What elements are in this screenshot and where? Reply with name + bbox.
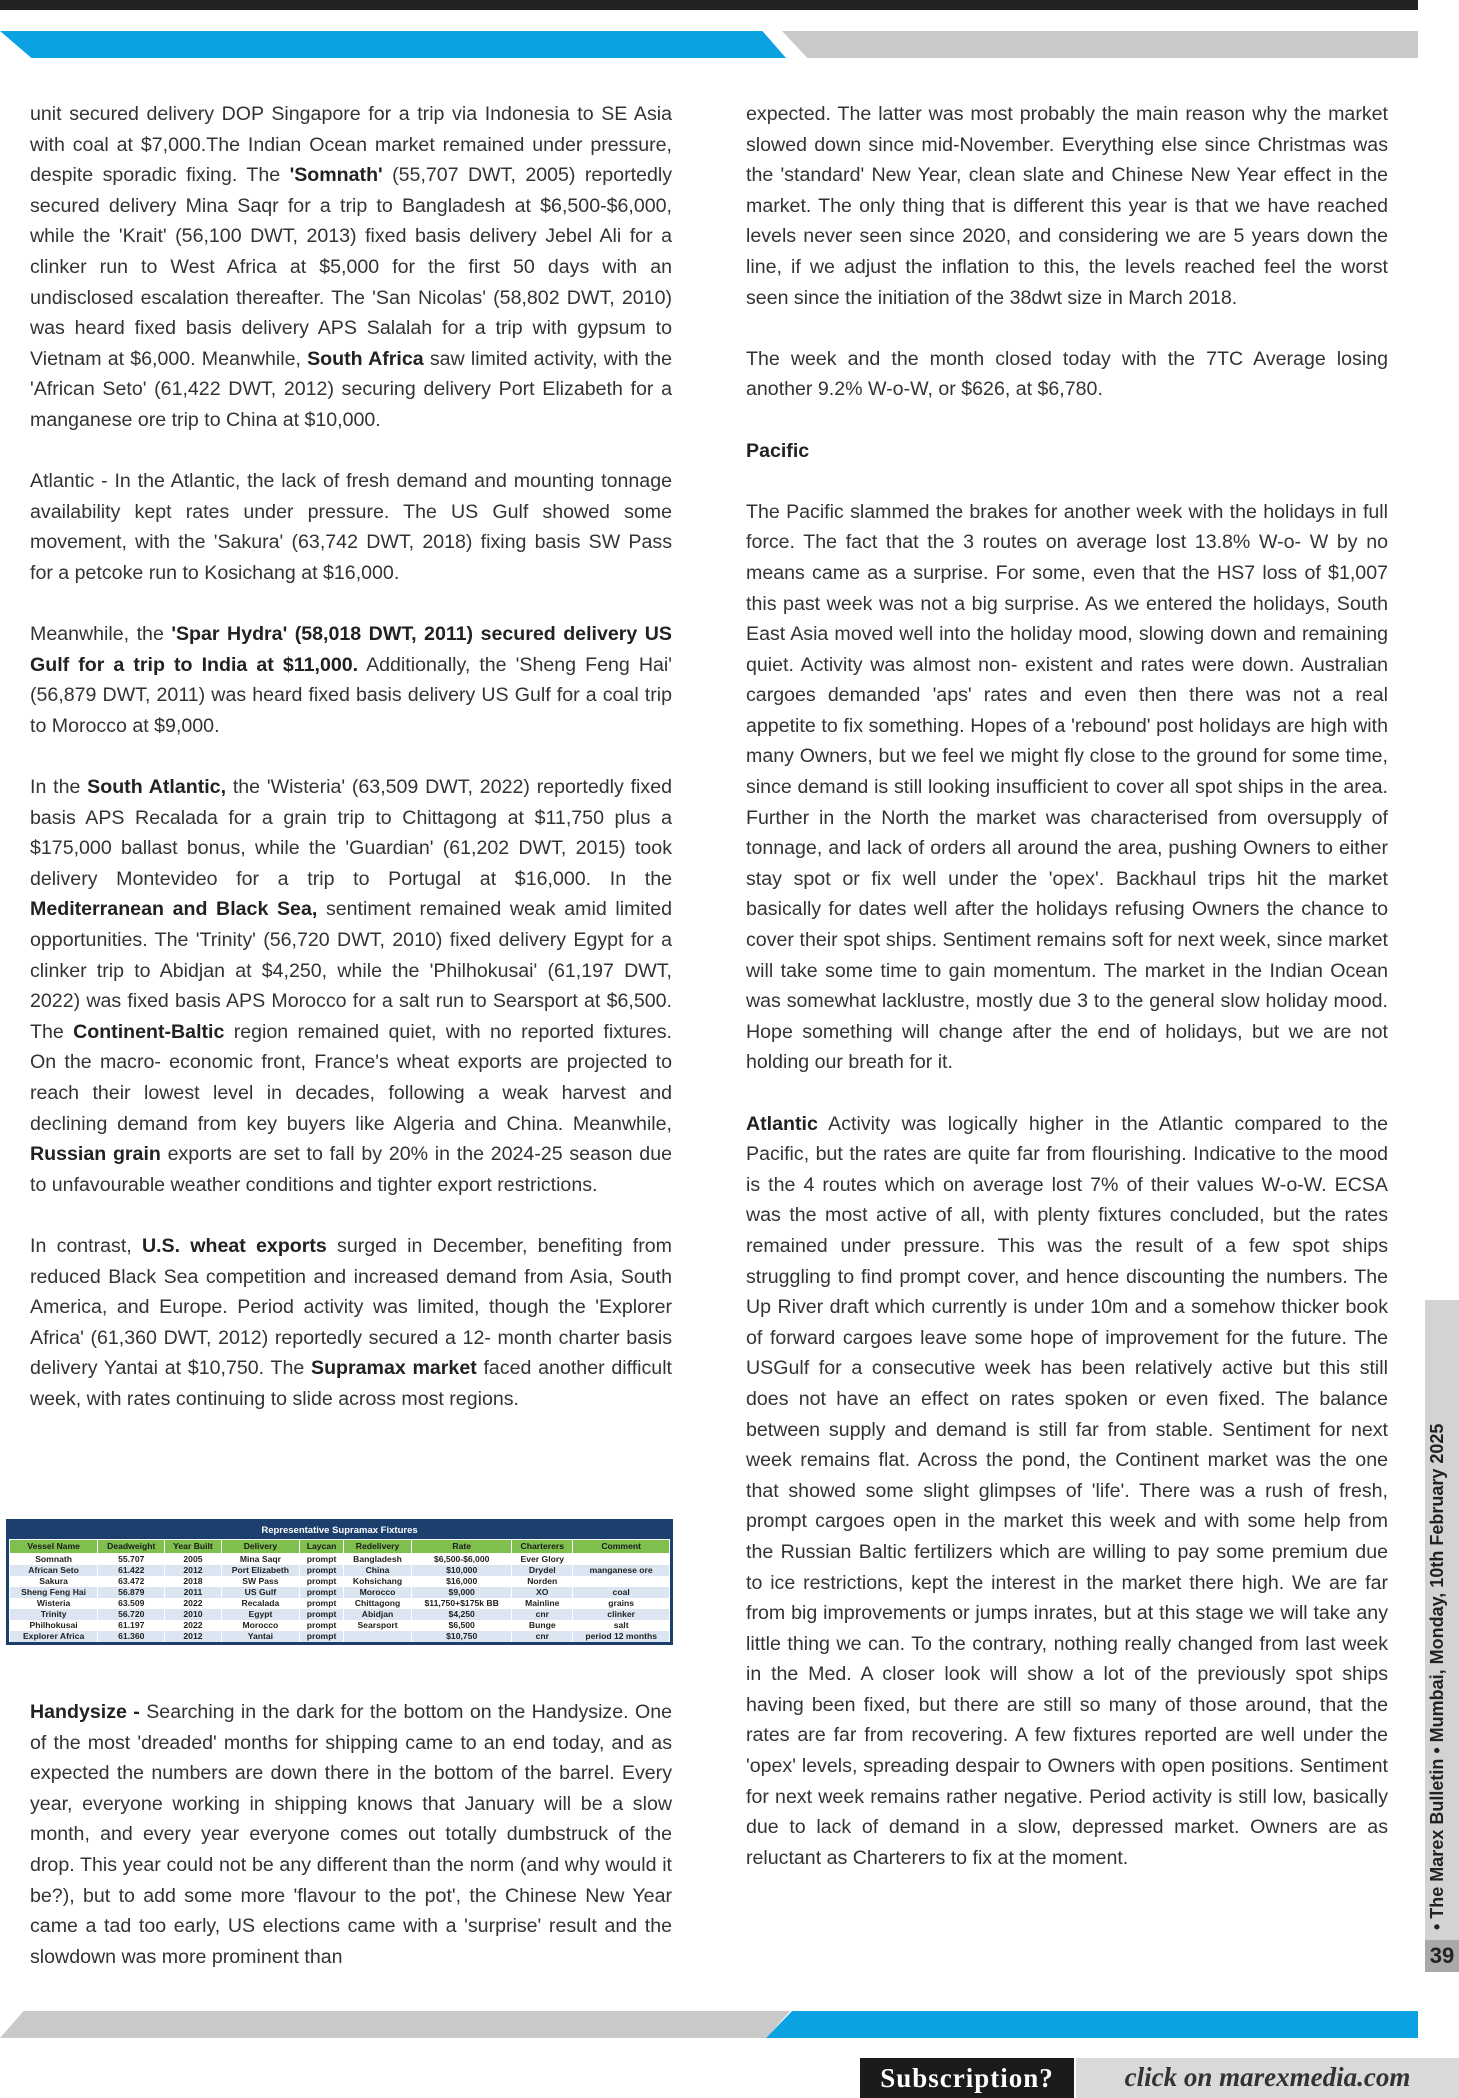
- left-column-lower: [30, 1697, 672, 1972]
- fixtures-cell: $9,000: [412, 1587, 512, 1598]
- fixtures-cell: 63.472: [98, 1576, 165, 1587]
- fixtures-cell: 2005: [165, 1554, 221, 1566]
- fixtures-cell: period 12 months: [573, 1631, 670, 1642]
- paragraph-7tc-average: The week and the month closed today with the 7TC Average losing another 9.2% W-o-W, or $626, at $6,780.: [746, 347, 1388, 401]
- subscription-link[interactable]: click on marexmedia.com: [1076, 2058, 1459, 2098]
- fixtures-cell: 61.422: [98, 1565, 165, 1576]
- fixtures-cell: [343, 1631, 411, 1642]
- fixtures-cell: Sheng Feng Hai: [10, 1587, 98, 1598]
- paragraph-atlantic: Atlantic - In the Atlantic, the lack of fresh demand and mounting tonnage availability kept rates under pressure. The US Gulf showed some movement, with the 'Sakura' (63,742 DWT, 2018) fixing basis SW Pass for a petcoke run to Kosichang at $16,000.: [30, 470, 672, 584]
- fixtures-cell: [573, 1554, 670, 1566]
- fixtures-row: [10, 1587, 670, 1598]
- fixtures-header-cell: Delivery: [221, 1540, 300, 1554]
- fixtures-header-cell: Laycan: [300, 1540, 344, 1554]
- bold-continent-baltic: Continent-Baltic: [73, 1020, 225, 1043]
- fixtures-cell: prompt: [300, 1554, 344, 1566]
- left-column: [30, 99, 672, 1445]
- heading-pacific: Pacific: [746, 439, 810, 462]
- fixtures-header-cell: Vessel Name: [10, 1540, 98, 1554]
- fixtures-cell: prompt: [300, 1587, 344, 1598]
- fixtures-cell: XO: [512, 1587, 573, 1598]
- fixtures-header-cell: Redelivery: [343, 1540, 411, 1554]
- paragraph-south-atlantic: In the South Atlantic, the 'Wisteria' (63,509 DWT, 2022) reportedly fixed basis APS Recalada for a grain trip to Chittagong at $11,750 plus a $175,000 ballast bonus, while the 'Guardian' (61,202 DWT, 2015) took delivery Montevideo for a trip to Portugal at $16,000. In the Mediterranean and Black Sea, sentiment remained weak amid limited opportunities. The 'Trinity' (56,720 DWT, 2010) fixed delivery Egypt for a clinker trip to Abidjan at $4,250, while the 'Philhokusai' (61,197 DWT, 2022) was fixed basis APS Morocco for a salt run to Searsport at $6,500. The Continent-Baltic region remained quiet, with no reported fixtures. On the macro- economic front, France's wheat exports are projected to reach their lowest level in decades, following a weak harvest and declining demand from key buyers like Algeria and China. Meanwhile, Russian grain exports are set to fall by 20% in the 2024-25 season due to unfavourable weather conditions and tighter export restrictions.: [30, 776, 673, 1196]
- fixtures-cell: cnr: [512, 1631, 573, 1642]
- fixtures-cell: 56.720: [98, 1609, 165, 1620]
- fixtures-header-cell: Deadweight: [98, 1540, 165, 1554]
- fixtures-cell: Morocco: [343, 1587, 411, 1598]
- fixtures-cell: Morocco: [221, 1620, 300, 1631]
- fixtures-cell: $10,750: [412, 1631, 512, 1642]
- fixtures-cell: Mina Saqr: [221, 1554, 300, 1566]
- bold-us-wheat: U.S. wheat exports: [141, 1234, 327, 1257]
- fixtures-cell: prompt: [300, 1631, 344, 1642]
- fixtures-cell: [573, 1576, 670, 1587]
- header-band-grey: [782, 31, 1418, 58]
- paragraph-us-wheat: In contrast, U.S. wheat exports surged in December, benefiting from reduced Black Sea competition and increased demand from Asia, South America, and Europe. Period activity was limited, though the 'Explorer Africa' (61,360 DWT, 2012) reportedly secured a 12- month charter basis delivery Yantai at $10,750. The Supramax market faced another difficult week, with rates continuing to slide across most regions.: [30, 1234, 672, 1410]
- fixtures-cell: prompt: [300, 1565, 344, 1576]
- fixtures-cell: $4,250: [412, 1609, 512, 1620]
- fixtures-cell: cnr: [512, 1609, 573, 1620]
- fixtures-cell: Drydel: [512, 1565, 573, 1576]
- fixtures-cell: Ever Glory: [512, 1554, 573, 1566]
- bold-somnath: 'Somnath': [289, 164, 383, 187]
- paragraph-indian-ocean: unit secured delivery DOP Singapore for a trip via Indonesia to SE Asia with coal at $7,000.The Indian Ocean market remained under pressure, despite sporadic fixing. The 'Somnath' (55,707 DWT, 2005) reportedly secured delivery Mina Saqr for a trip to Bangladesh at $6,500-$6,000, while the 'Krait' (56,100 DWT, 2013) fixed basis delivery Jebel Ali for a clinker run to West Africa at $5,000 for the first 50 days with an undisclosed escalation thereafter. The 'San Nicolas' (58,802 DWT, 2010) was heard fixed basis delivery APS Salalah for a trip with gypsum to Vietnam at $6,000. Meanwhile, South Africa saw limited activity, with the 'African Seto' (61,422 DWT, 2012) securing delivery Port Elizabeth for a manganese ore trip to China at $10,000.: [30, 103, 672, 431]
- fixtures-cell: Recalada: [221, 1598, 300, 1609]
- fixtures-cell: $11,750+$175k BB: [412, 1598, 512, 1609]
- fixtures-row: [10, 1565, 670, 1576]
- fixtures-cell: Sakura: [10, 1576, 98, 1587]
- fixtures-cell: 2022: [165, 1620, 221, 1631]
- paragraph-spar-hydra: Meanwhile, the 'Spar Hydra' (58,018 DWT, 2011) secured delivery US Gulf for a trip to India at $11,000. Additionally, the 'Sheng Feng Hai' (56,879 DWT, 2011) was heard fixed basis delivery US Gulf for a coal trip to Morocco at $9,000.: [30, 623, 672, 737]
- fixtures-cell: 2011: [165, 1587, 221, 1598]
- fixtures-row: [10, 1609, 670, 1620]
- header-band-blue: [0, 31, 786, 58]
- fixtures-cell: Port Elizabeth: [221, 1565, 300, 1576]
- fixtures-header-cell: Year Built: [165, 1540, 221, 1554]
- sidebar-publication-line: • The Marex Bulletin • Mumbai, Monday, 10th February 2025: [1427, 1423, 1447, 1930]
- bold-supramax-market: Supramax market: [311, 1357, 477, 1380]
- fixtures-row: [10, 1554, 670, 1566]
- fixtures-cell: Philhokusai: [10, 1620, 98, 1631]
- fixtures-body: [10, 1554, 670, 1643]
- fixtures-cell: grains: [573, 1598, 670, 1609]
- fixtures-cell: $16,000: [412, 1576, 512, 1587]
- fixtures-cell: Abidjan: [343, 1609, 411, 1620]
- fixtures-cell: 2010: [165, 1609, 221, 1620]
- fixtures-header-row: [10, 1540, 670, 1554]
- fixtures-row: [10, 1631, 670, 1642]
- fixtures-cell: Mainline: [512, 1598, 573, 1609]
- fixtures-cell: 55.707: [98, 1554, 165, 1566]
- fixtures-cell: prompt: [300, 1576, 344, 1587]
- page-number: 39: [1425, 1940, 1459, 1972]
- subscription-label[interactable]: Subscription?: [860, 2058, 1074, 2098]
- fixtures-cell: 61.197: [98, 1620, 165, 1631]
- fixtures-cell: 2012: [165, 1565, 221, 1576]
- fixtures-header-cell: Charterers: [512, 1540, 573, 1554]
- fixtures-cell: Bunge: [512, 1620, 573, 1631]
- right-column: [746, 99, 1388, 1873]
- bold-spar-hydra: 'Spar Hydra' (58,018 DWT, 2011) secured delivery US Gulf for a trip to India at $11,000.: [30, 623, 672, 676]
- fixtures-cell: $10,000: [412, 1565, 512, 1576]
- supramax-fixtures-table: [6, 1519, 673, 1645]
- fixtures-cell: 2018: [165, 1576, 221, 1587]
- paragraph-pacific: The Pacific slammed the brakes for another week with the holidays in full force. The fact that the 3 routes on average lost 13.8% W-o- W by no means came as a surprise. For some, even that the HS7 loss of $1,007 this past week was not a big surprise. As we entered the holidays, South East Asia moved well into the holiday mood, slowing down and remaining quiet. Activity was almost non- existent and rates were down. Australian cargoes demanded 'aps' rates and even then there was not a real appetite to fix something. Hopes of a 'rebound' post holidays are high with many Owners, but we feel we might fly close to the ground for some time, since demand is still looking insufficient to cover all spot ships in the area. Further in the North the market was characterised from oversupply of tonnage, and lack of orders all around the area, pushing Owners to either stay spot or fix well under the 'opex'. Backhaul trips hit the market basically for dates well after the holidays refusing Owners the chance to cover their spot ships. Sentiment remains soft for next week, since market will take some time to gain momentum. The market in the Indian Ocean was somewhat lacklustre, mostly due 3 to the general slow holiday mood. Hope something will change after the end of holidays, but we are not holding our breath for it.: [746, 500, 1388, 1074]
- fixtures-cell: prompt: [300, 1620, 344, 1631]
- fixtures-cell: China: [343, 1565, 411, 1576]
- fixtures-cell: 56.879: [98, 1587, 165, 1598]
- fixtures-cell: salt: [573, 1620, 670, 1631]
- bold-russian-grain: Russian grain: [30, 1143, 161, 1166]
- fixtures-cell: clinker: [573, 1609, 670, 1620]
- fixtures-cell: Somnath: [10, 1554, 98, 1566]
- fixtures-cell: Kohsichang: [343, 1576, 411, 1587]
- paragraph-expected: expected. The latter was most probably the main reason why the market slowed down since mid-November. Everything else since Christmas was the 'standard' New Year, clean slate and Chinese New Year effect in the market. The only thing that is different this year is that we have reached levels never seen since 2020, and considering we are 5 years down the line, if we adjust the inflation to this, the levels reached feel the worst seen since the initiation of the 38dwt size in March 2018.: [746, 103, 1388, 309]
- fixtures-cell: Chittagong: [343, 1598, 411, 1609]
- fixtures-cell: 61.360: [98, 1631, 165, 1642]
- fixtures-cell: Searsport: [343, 1620, 411, 1631]
- paragraph-handysize: Handysize - Searching in the dark for the bottom on the Handysize. One of the most 'dreaded' months for shipping came to an end today, and as expected the numbers are down there in the bottom of the barrel. Every year, everyone working in shipping knows that January will be a slow month, and every year everyone comes out totally dumbstruck of the drop. This year could not be any different than the norm (and why would it be?), but to add some more 'flavour to the pot', the Chinese New Year came a tad too early, US elections came with a 'surprise' result and the slowdown was more prominent than: [30, 1701, 672, 1968]
- fixtures-table-title: Representative Supramax Fixtures: [9, 1522, 670, 1539]
- fixtures-header-cell: Rate: [412, 1540, 512, 1554]
- fixtures-header-cell: Comment: [573, 1540, 670, 1554]
- fixtures-cell: $6,500: [412, 1620, 512, 1631]
- bold-med-black-sea: Mediterranean and Black Sea,: [30, 898, 318, 921]
- fixtures-cell: coal: [573, 1587, 670, 1598]
- fixtures-cell: Yantai: [221, 1631, 300, 1642]
- fixtures-cell: 63.509: [98, 1598, 165, 1609]
- footer-band-grey: [0, 2011, 790, 2038]
- fixtures-cell: manganese ore: [573, 1565, 670, 1576]
- fixtures-cell: Explorer Africa: [10, 1631, 98, 1642]
- fixtures-row: [10, 1598, 670, 1609]
- bold-south-africa: South Africa: [307, 347, 424, 370]
- fixtures-cell: prompt: [300, 1609, 344, 1620]
- fixtures-row: [10, 1620, 670, 1631]
- bold-handysize: Handysize -: [30, 1701, 140, 1723]
- fixtures-cell: Egypt: [221, 1609, 300, 1620]
- fixtures-cell: prompt: [300, 1598, 344, 1609]
- fixtures-cell: 2022: [165, 1598, 221, 1609]
- fixtures-cell: SW Pass: [221, 1576, 300, 1587]
- fixtures-cell: Trinity: [10, 1609, 98, 1620]
- top-rule: [0, 0, 1418, 10]
- bold-south-atlantic: South Atlantic,: [87, 776, 227, 799]
- footer-band-blue: [766, 2011, 1418, 2038]
- fixtures-cell: $6,500-$6,000: [412, 1554, 512, 1566]
- fixtures-cell: 2012: [165, 1631, 221, 1642]
- fixtures-row: [10, 1576, 670, 1587]
- fixtures-cell: Wisteria: [10, 1598, 98, 1609]
- paragraph-atlantic-handysize: Atlantic Activity was logically higher in the Atlantic compared to the Pacific, but the rates are quite far from flourishing. Indicative to the mood is the 4 routes which on average lost 7% of their values W-o-W. ECSA was the most active of all, with plenty fixtures concluded, but the rates remained under pressure. This was the result of a few spot ships struggling to find prompt cover, and hence discounting the numbers. The Up River draft which currently is under 10m and a somehow thicker book of forward cargoes leave some hope of improvement for the future. The USGulf for a consecutive week has been relatively active but this still does not have an effect on rates spoken or even fixed. The balance between supply and demand is still far from stable. Sentiment for next week remains flat. Across the pond, the Continent market was the one that showed some slight glimpses of 'life'. There was a rush of fresh, prompt cargoes open in the market this week and with some help from the Russian Baltic fertilizers which are willing to pay some premium due to ice restrictions, kept the interest in the market there high. We are far from big improvements or jumps inrates, but at this stage we will take any little thing we can. To the contrary, nothing really changed from last week in the Med. A closer look will show a lot of the previously spot ships having been fixed, but there are still so many of those around, that the rates are far from recovering. A few fixtures reported are well under the 'opex' levels, spreading despair to Owners with open positions. Sentiment for next week remains rather negative. Period activity is still low, basically due to lack of demand in a slow, depressed market. Owners are as reluctant as Charterers to fix at the moment.: [746, 1112, 1388, 1869]
- fixtures-cell: Norden: [512, 1576, 573, 1587]
- fixtures-cell: US Gulf: [221, 1587, 300, 1598]
- fixtures-cell: Bangladesh: [343, 1554, 411, 1566]
- fixtures-cell: African Seto: [10, 1565, 98, 1576]
- bold-atlantic: Atlantic: [746, 1112, 818, 1135]
